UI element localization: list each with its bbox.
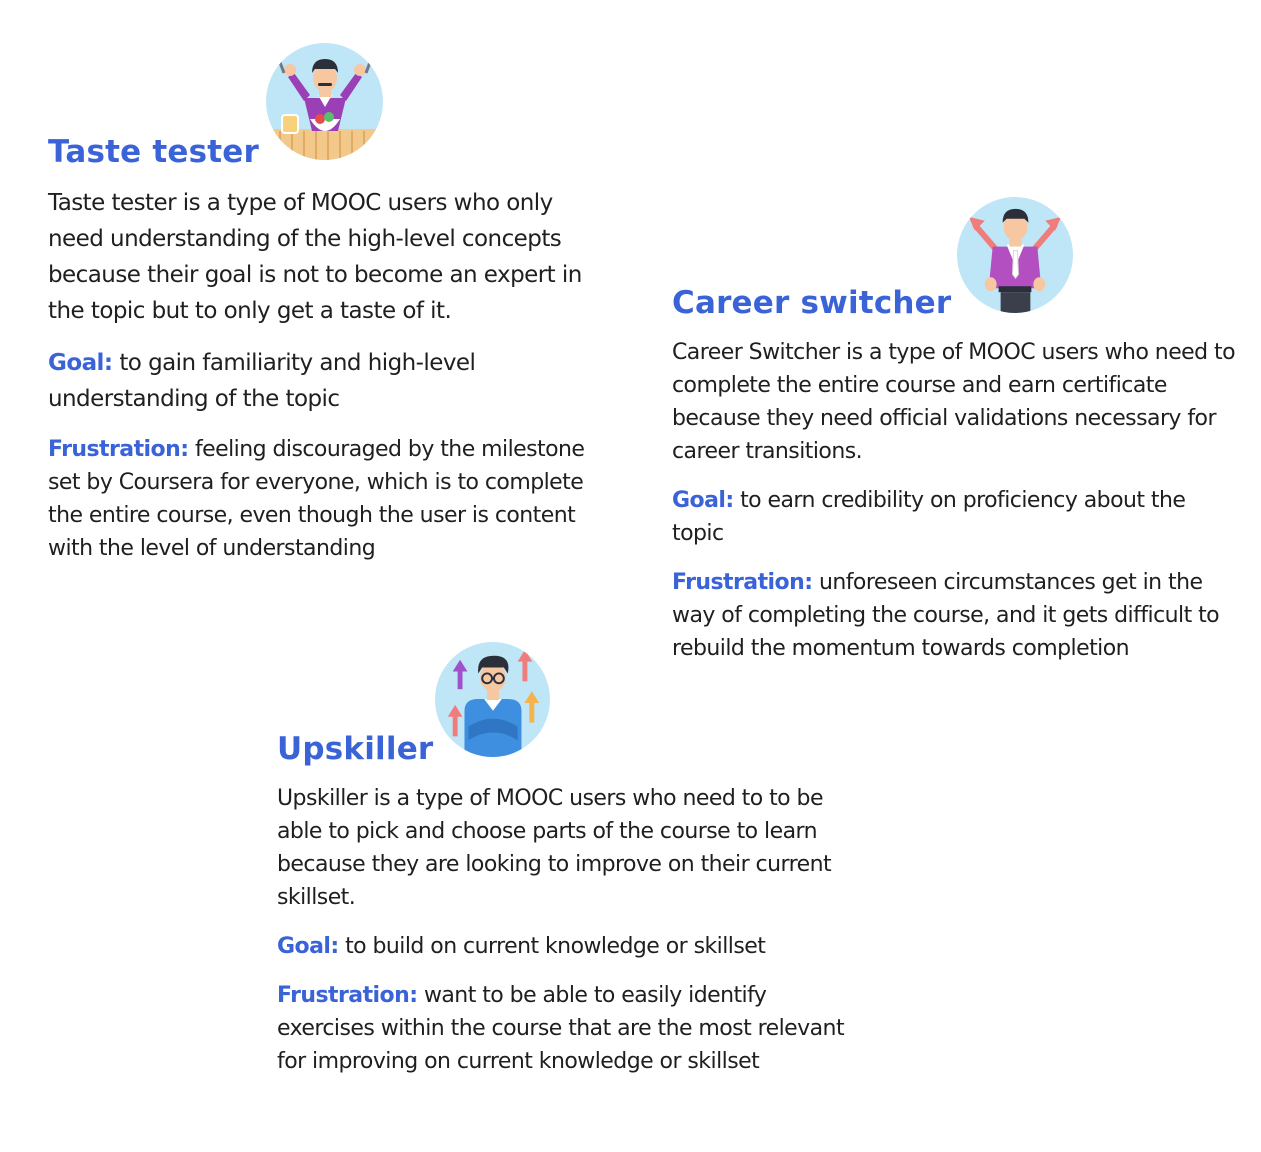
frustration-label: Frustration: [277, 983, 418, 1008]
persona-frustration [672, 566, 1242, 665]
goal-label: Goal: [277, 934, 339, 959]
persona-frustration [277, 979, 847, 1078]
persona-description: Upskiller is a type of MOOC users who need to to be able to pick and choose parts of the course to learn because they are looking to improve on their current skillset. [277, 786, 832, 910]
persona-goal [672, 484, 1242, 550]
frustration-text: want to be able to easily identify exercises within the course that are the most relevant for improving on current knowledge or skillset [277, 983, 845, 1074]
persona-description: Taste tester is a type of MOOC users who only need understanding of the high-level concepts because their goal is not to become an expert in the topic but to only get a taste of it. [48, 190, 582, 324]
goal-text: to build on current knowledge or skillset [345, 934, 766, 959]
persona-career-switcher [672, 283, 1242, 665]
persona-description: Career Switcher is a type of MOOC users who need to complete the entire course and earn certificate because they need official validations necessary for career transitions. [672, 340, 1236, 464]
frustration-text: unforeseen circumstances get in the way of completing the course, and it gets difficult to rebuild the momentum towards completion [672, 570, 1220, 661]
persona-taste-tester [48, 132, 608, 565]
persona-title: Taste tester [48, 134, 259, 170]
persona-upskiller [277, 729, 847, 1078]
goal-label: Goal: [48, 350, 113, 376]
persona-title: Career switcher [672, 285, 952, 321]
frustration-label: Frustration: [48, 437, 189, 462]
persona-frustration [48, 433, 608, 565]
goal-text: to gain familiarity and high-level understanding of the topic [48, 350, 476, 412]
goal-label: Goal: [672, 488, 734, 513]
persona-goal [277, 930, 847, 963]
goal-text: to earn credibility on proficiency about the topic [672, 488, 1186, 546]
persona-goal [48, 345, 608, 417]
frustration-text: feeling discouraged by the milestone set by Coursera for everyone, which is to complete the entire course, even though the user is content with the level of understanding [48, 437, 585, 561]
persona-title: Upskiller [277, 731, 434, 767]
frustration-label: Frustration: [672, 570, 813, 595]
